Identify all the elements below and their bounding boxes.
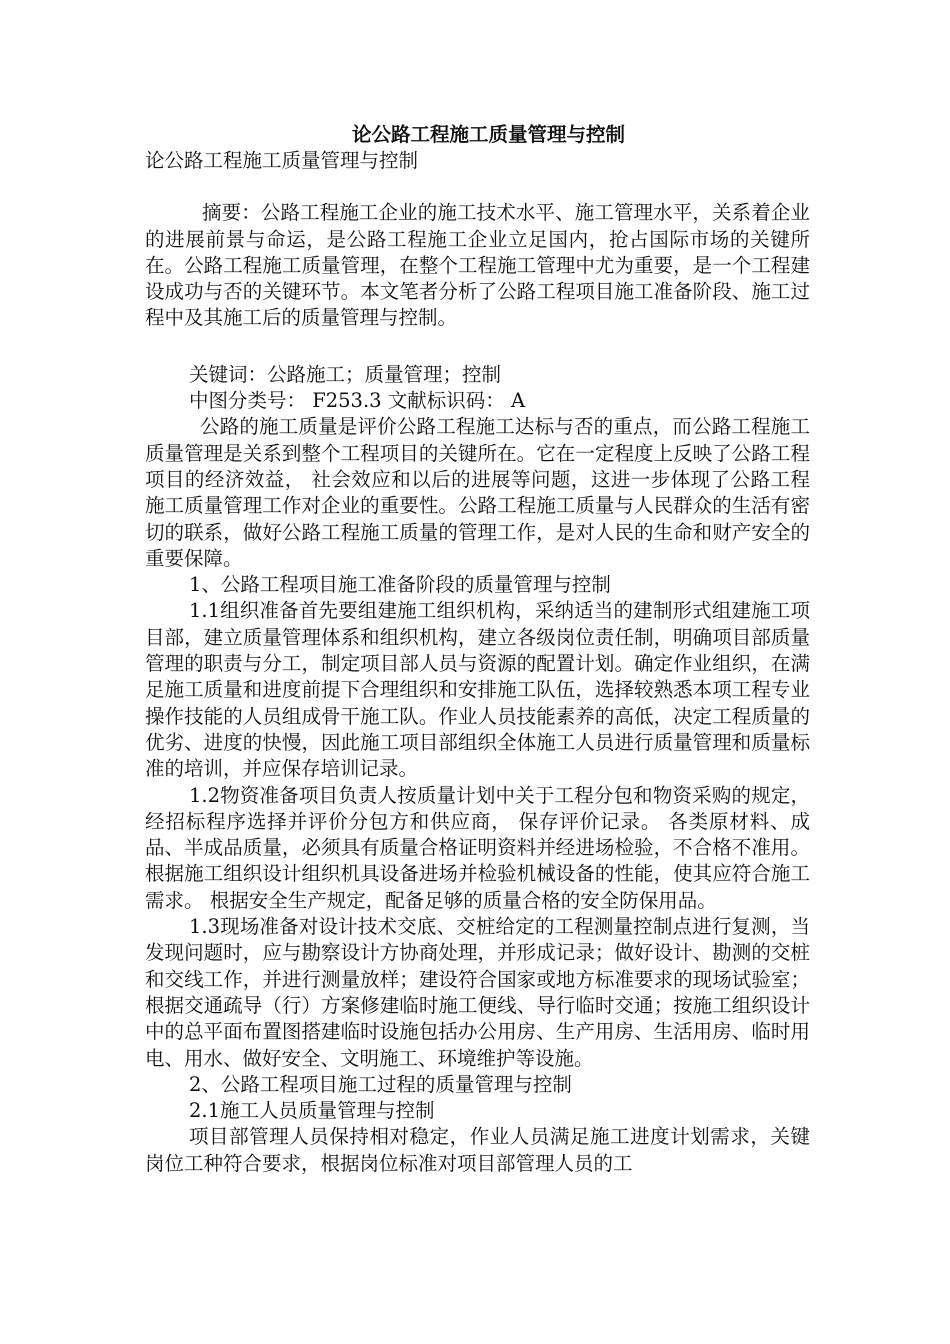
section-1-2-paragraph: 1.2物资准备项目负责人按质量计划中关于工程分包和物资采购的规定，经招标程序选择并评价分包方和供应商， 保存评价记录。 各类原材料、成品、半成品质量，必须具有质量合格证明资料并经进场检验，不合格不准用。 根据施工组织设计组织机具设备进场并检验机械设备的性能，使其应符合施工需求。 根据安全生产规定，配备足够的质量合格的安全防保用品。 [145, 783, 810, 912]
section-1-3-paragraph: 1.3现场准备对设计技术交底、交桩给定的工程测量控制点进行复测，当发现问题时，应与勘察设计方协商处理，并形成记录；做好设计、勘测的交桩和交线工作，并进行测量放样；建设符合国家或地方标准要求的现场试验室；根据交通疏导（行）方案修建临时施工便线、导行临时交通；按施工组织设计中的总平面布置图搭建临时设施包括办公用房、生产用房、生活用房、临时用电、用水、做好安全、文明施工、环境维护等设施。 [145, 915, 810, 1070]
section-2-1-heading: 2.1施工人员质量管理与控制 [189, 1099, 435, 1123]
blank-line [145, 174, 810, 200]
abstract-paragraph: 摘要：公路工程施工企业的施工技术水平、施工管理水平，关系着企业的进展前景与命运，是公路工程施工企业立足国内，抢占国际市场的关键所在。公路工程施工质量管理，在整个工程施工管理中尤为重要，是一个工程建设成功与否的关键环节。本文笔者分析了公路工程项目施工准备阶段、施工过程中及其施工后的质量管理与控制。 [145, 201, 810, 330]
keywords-line: 关键词：公路施工；质量管理；控制 [189, 362, 502, 386]
section-1-1-paragraph: 1.1组织准备首先要组建施工组织机构，采纳适当的建制形式组建施工项目部，建立质量管理体系和组织机构，建立各级岗位责任制，明确项目部质量管理的职责与分工，制定项目部人员与资源的配置计划。确定作业组织，在满足施工质量和进度前提下合理组织和安排施工队伍，选择较熟悉本项工程专业操作技能的人员组成骨干施工队。作业人员技能素养的高低，决定工程质量的优劣、进度的快慢，因此施工项目部组织全体施工人员进行质量管理和质量标准的培训，并应保存培训记录。 [145, 599, 810, 781]
document-subtitle: 论公路工程施工质量管理与控制 [145, 149, 419, 172]
classification-line: 中图分类号： F253.3 文献标识码： A [189, 389, 526, 413]
section-2-1-paragraph: 项目部管理人员保持相对稳定，作业人员满足施工进度计划需求，关键岗位工种符合要求，根据岗位标准对项目部管理人员的工 [145, 1125, 810, 1175]
section-2-heading: 2、公路工程项目施工过程的质量管理与控制 [189, 1072, 572, 1096]
intro-paragraph: 公路的施工质量是评价公路工程施工达标与否的重点，而公路工程施工质量管理是关系到整个工程项目的关键所在。它在一定程度上反映了公路工程项目的经济效益， 社会效应和以后的进展等问题，这进一步体现了公路工程施工质量管理工作对企业的重要性。公路工程施工质量与人民群众的生活有密切的联系，做好公路工程施工质量的管理工作，是对人民的生命和财产安全的重要保障。 [145, 415, 810, 570]
section-1-heading: 1、公路工程项目施工准备阶段的质量管理与控制 [189, 573, 611, 597]
document-title: 论公路工程施工质量管理与控制 [351, 123, 625, 146]
blank-line [145, 332, 810, 358]
document-body [145, 122, 810, 1177]
